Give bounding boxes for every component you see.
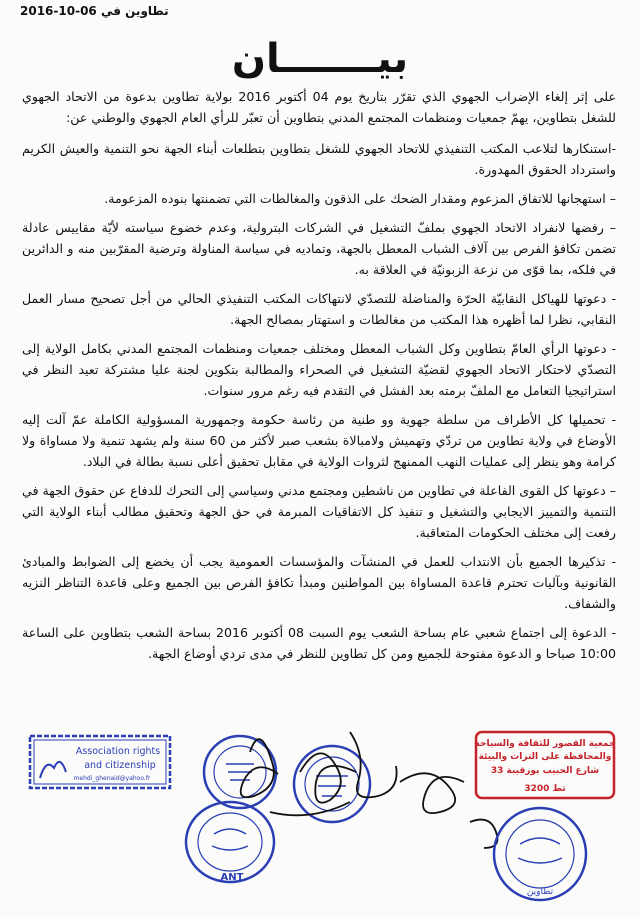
document-title: بيـــــــان xyxy=(231,36,409,82)
item-paragraph: -استنكارها لتلاعب المكتب التنفيذي للاتحاد الجهوي للشغل بتطاوين بتطلعات أبناء الجهة نحو التنمية والعيش الكريم واسترداد الحقوق المهدورة. xyxy=(22,141,616,177)
stamp-text: 33 شارع الحبيب بورقيبة xyxy=(490,766,600,776)
qsour-association-stamp xyxy=(475,732,616,798)
bottom-round-stamp xyxy=(494,808,586,900)
document-date: تطاوين في 06-10-2016 xyxy=(20,4,169,18)
item-paragraph: – رفضها لانفراد الاتحاد الجهوي بملفّ التشغيل في الشركات البترولية، وعدم خضوع سياسته لأيّة مقاييس عادلة تضمن تكافؤ الفرص بين آلاف الشباب المعطل بالجهة، وتماديه في سياسة المناولة وترضية المقرّبين منه و الدائرين في فلكه، بما قوّى من نزعة الزبونيّة في العلاقة به. xyxy=(22,220,616,277)
item-paragraph: – دعوتها كل القوى الفاعلة في تطاوين من ناشطين ومجتمع مدني وسياسي إلى التحرك للدفاع عن حقوق الجهة في التنمية والتمييز الايجابي والتشغيل و تنفيذ كل الاتفاقيات المبرمة في حق الجهة وتحقيق مطالب أبناء الولاية التي رفعت إلى مختلف الحكومات المتعاقبة. xyxy=(22,483,616,540)
stamp-text: Association rights xyxy=(75,746,161,757)
stamps-and-signatures xyxy=(0,712,640,914)
stamp-text: ANT xyxy=(220,872,244,883)
item-paragraph: - دعوتها الرأي العامّ بتطاوين وكل الشباب المعطل ومختلف جمعيات ومنظمات المجتمع المدني بكامل الولاية إلى التصدّي لاحتكار الاتحاد الجهوي لقضيّة التشغيل في الصحراء والمطالبة بتكوين لجنة عليا مشتركة تعيد النظر في استراتيجيا التعامل مع الملفّ برمته بعد الفشل في التقدم فيه رغم مرور سنوات. xyxy=(22,341,616,398)
item-paragraph: - دعوتها للهياكل النقابيّة الحرّة والمناضلة للتصدّي لانتهاكات المكتب التنفيذي الحالي من أجل تصحيح مسار العمل النقابي، نظرا لما أظهره هذا المكتب من مغالطات و استهتار بمصالح الجهة. xyxy=(22,291,616,327)
intro-paragraph: على إثر إلغاء الإضراب الجهوي الذي تقرّر بتاريخ يوم 04 أكتوبر 2016 بولاية تطاوين بدعوة من الاتحاد الجهوي للشغل بتطاوين، يهمّ جمعيات ومنظمات المجتمع المدني بتطاوين أن تعبّر للرأي العام الجهوي والوطني عن: xyxy=(22,89,616,125)
stamp-text: جمعية القصور للثقافة والسياحة xyxy=(474,739,616,749)
stamp-text: تط 3200 xyxy=(524,784,566,794)
stamp-text: and citizenship xyxy=(84,760,156,771)
item-paragraph: - تذكيرها الجميع بأن الانتداب للعمل في المنشآت والمؤسسات العمومية يجب أن يخضع إلى الضوابط والمبادئ القانونية وبآليات تحترم قاعدة المساواة بين المواطنين ومبدأ تكافؤ الفرص بين الجميع وعلى قاعدة التناظر النزيه والشفاف. xyxy=(22,554,616,611)
item-paragraph: - تحميلها كل الأطراف من سلطة جهوية وو طنية من رئاسة حكومة وجمهورية المسؤولية الكاملة عمّ آلت إليه الأوضاع في ولاية تطاوين من تردّي وتهميش ولامبالاة بشعب صبر لأكثر من 60 سنة ولم يشهد تنمية ولا مساواة ولا كرامة وهو ينظر إلى عمليات النهب الممنهج لثروات الولاية في مقابل تحقيق أعلى نسبة بطالة في البلاد. xyxy=(22,412,617,469)
third-round-stamp xyxy=(294,746,370,822)
stamp-text: والمحافظة على التراث والبيئة xyxy=(478,752,612,762)
center-round-stamp xyxy=(204,736,276,808)
stamp-email: mehdi_ghenaid@yahoo.fr xyxy=(73,775,151,782)
second-round-stamp xyxy=(186,802,274,883)
stamps-svg xyxy=(0,712,640,914)
stamp-text: تطاوين xyxy=(526,887,554,897)
item-paragraph: – استهجانها للاتفاق المزعوم ومقدار الضحك على الذقون والمغالطات التي تضمنتها بنوده المزعومة. xyxy=(104,191,616,206)
document-body xyxy=(22,86,616,672)
item-paragraph: - الدعوة إلى اجتماع شعبي عام بساحة الشعب يوم السبت 08 أكتوبر 2016 بساحة الشعب بتطاوين على الساعة 10:00 صباحا و الدعوة مفتوحة للجميع ومن كل تطاوين للنظر في مدى تردي أوضاع الجهة. xyxy=(22,625,617,661)
association-stamp xyxy=(30,736,170,788)
